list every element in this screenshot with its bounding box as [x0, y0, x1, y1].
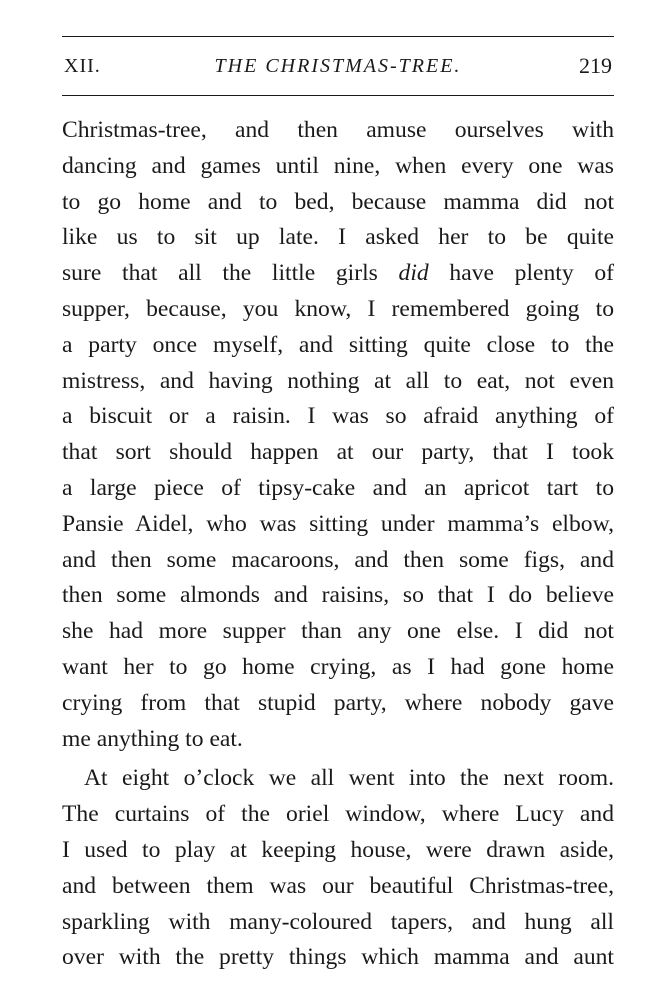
text-line: that sort should happen at our party, that I took	[62, 439, 614, 466]
text-line-with-italic	[62, 256, 614, 292]
text-segment: sure that all the little girls	[62, 260, 378, 287]
page-number: 219	[579, 53, 612, 78]
text-line: me anything to eat.	[62, 725, 243, 752]
text-line: I used to play at keeping house, were drawn aside,	[62, 836, 614, 863]
header-top-rule	[62, 36, 614, 37]
text-line: Christmas-tree, and then amuse ourselves with	[62, 117, 614, 143]
text-line: a large piece of tipsy-cake and an apricot tart to	[62, 474, 614, 501]
text-line: like us to sit up late. I asked her to be quite	[62, 224, 614, 251]
text-line: Pansie Aidel, who was sitting under mamma’s elbow,	[62, 510, 614, 537]
text-line: a party once myself, and sitting quite close to the	[62, 331, 614, 358]
text-line: supper, because, you know, I remembered going to	[62, 295, 614, 322]
chapter-number: XII.	[64, 55, 101, 77]
text-line: and then some macaroons, and then some figs, and	[62, 546, 614, 573]
text-line: mistress, and having nothing at all to eat, not even	[62, 367, 614, 394]
text-line: At eight o’clock we all went into the next room.	[84, 765, 614, 792]
header-bottom-rule	[62, 95, 614, 96]
text-line: a biscuit or a raisin. I was so afraid anything of	[62, 403, 614, 430]
text-line: crying from that stupid party, where nobody gave	[62, 689, 614, 716]
text-line: want her to go home crying, as I had gone home	[62, 653, 614, 680]
text-segment: have plenty of	[449, 260, 615, 287]
running-head	[62, 52, 614, 80]
text-line: then some almonds and raisins, so that I do believe	[62, 582, 614, 609]
text-line: dancing and games until nine, when every one was	[62, 152, 614, 179]
body-text	[62, 113, 614, 976]
text-line: over with the pretty things which mamma and aunt	[62, 944, 614, 971]
text-line: she had more supper than any one else. I did not	[62, 618, 614, 645]
text-line: sparkling with many-coloured tapers, and hung all	[62, 908, 614, 935]
text-line: to go home and to bed, because mamma did not	[62, 188, 614, 215]
text-line: The curtains of the oriel window, where Lucy and	[62, 801, 614, 828]
text-line: and between them was our beautiful Christmas-tree,	[62, 872, 614, 899]
italic-emphasis: did	[398, 260, 429, 287]
running-title: THE CHRISTMAS-TREE.	[214, 55, 462, 77]
